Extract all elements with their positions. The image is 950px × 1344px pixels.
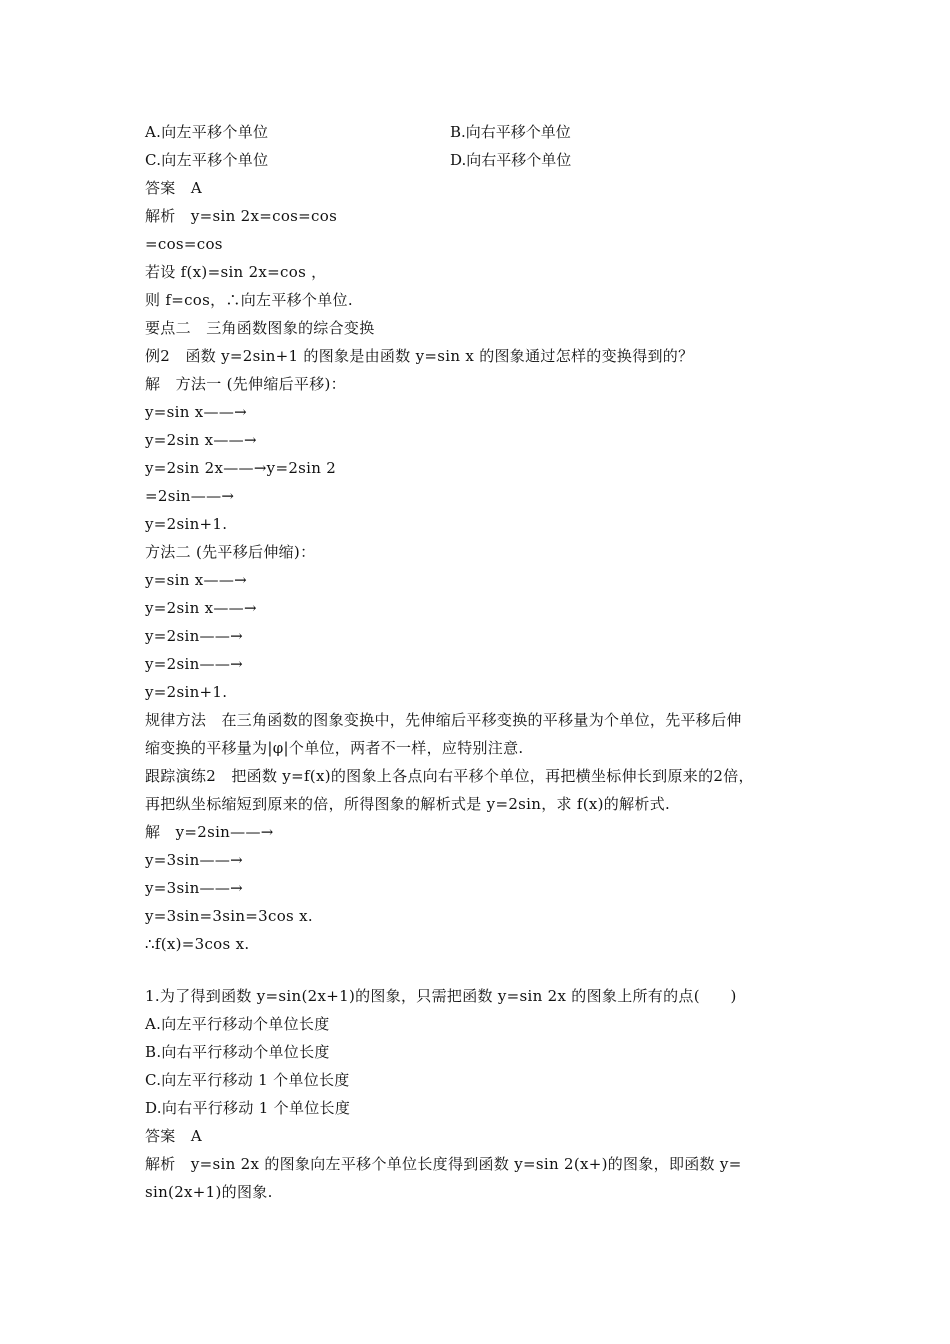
q1-option-c: C.向左平行移动 1 个单位长度 <box>145 1071 350 1089</box>
option-c: C.向左平移个单位 <box>145 151 269 169</box>
option-a: A.向左平移个单位 <box>145 123 269 141</box>
q1-option-a: A.向左平行移动个单位长度 <box>145 1015 330 1033</box>
q1-option-d: D.向右平行移动 1 个单位长度 <box>145 1099 351 1117</box>
section-heading: 要点二 三角函数图象的综合变换 <box>145 319 375 337</box>
math-line: y=sin x——→ <box>145 571 247 589</box>
answer-line: 答案 A <box>145 179 203 197</box>
option-b: B.向右平移个单位 <box>450 123 571 141</box>
text-line: =cos=cos <box>145 235 223 253</box>
math-line: y=3sin——→ <box>145 879 244 897</box>
text-line: 若设 f(x)=sin 2x=cos ， <box>145 263 327 281</box>
math-line: y=3sin——→ <box>145 851 244 869</box>
text-line: 则 f=cos，∴向左平移个单位. <box>145 291 353 309</box>
practice-2-line: 跟踪演练2 把函数 y=f(x)的图象上各点向右平移个单位，再把横坐标伸长到原来的2倍， <box>145 767 754 785</box>
answer-line: 答案 A <box>145 1127 203 1145</box>
practice-2-line: 再把纵坐标缩短到原来的倍，所得图象的解析式是 y=2sin，求 f(x)的解析式. <box>145 795 671 813</box>
q1-option-b: B.向右平行移动个单位长度 <box>145 1043 330 1061</box>
math-line: y=2sin+1. <box>145 515 228 533</box>
question-1: 1.为了得到函数 y=sin(2x+1)的图象，只需把函数 y=sin 2x 的图象上所有的点( ) <box>145 987 737 1005</box>
analysis-line: 解析 y=sin 2x=cos=cos <box>145 207 338 225</box>
analysis-line: 解析 y=sin 2x 的图象向左平移个单位长度得到函数 y=sin 2(x+)的图象，即函数 y= <box>145 1155 742 1173</box>
rule-method-line: 规律方法 在三角函数的图象变换中，先伸缩后平移变换的平移量为个单位，先平移后伸 <box>145 711 742 729</box>
solution-line: 解 y=2sin——→ <box>145 823 274 841</box>
math-line: y=sin x——→ <box>145 403 247 421</box>
math-line: y=2sin——→ <box>145 627 244 645</box>
math-line: y=3sin=3sin=3cos x. <box>145 907 313 925</box>
analysis-line: sin(2x+1)的图象. <box>145 1183 273 1201</box>
math-line: y=2sin x——→ <box>145 431 257 449</box>
math-line: y=2sin x——→ <box>145 599 257 617</box>
math-line: =2sin——→ <box>145 487 235 505</box>
math-line: y=2sin+1. <box>145 683 228 701</box>
math-line: y=2sin——→ <box>145 655 244 673</box>
solution-line: 解 方法一 (先伸缩后平移)： <box>145 375 346 393</box>
math-line: ∴f(x)=3cos x. <box>145 935 250 953</box>
example-2: 例2 函数 y=2sin+1 的图象是由函数 y=sin x 的图象通过怎样的变换得到的？ <box>145 347 694 365</box>
rule-method-line: 缩变换的平移量为|φ|个单位，两者不一样，应特别注意. <box>145 739 524 757</box>
math-line: y=2sin 2x——→y=2sin 2 <box>145 459 337 477</box>
method-two-label: 方法二 (先平移后伸缩)： <box>145 543 316 561</box>
option-d: D.向右平移个单位 <box>450 151 572 169</box>
